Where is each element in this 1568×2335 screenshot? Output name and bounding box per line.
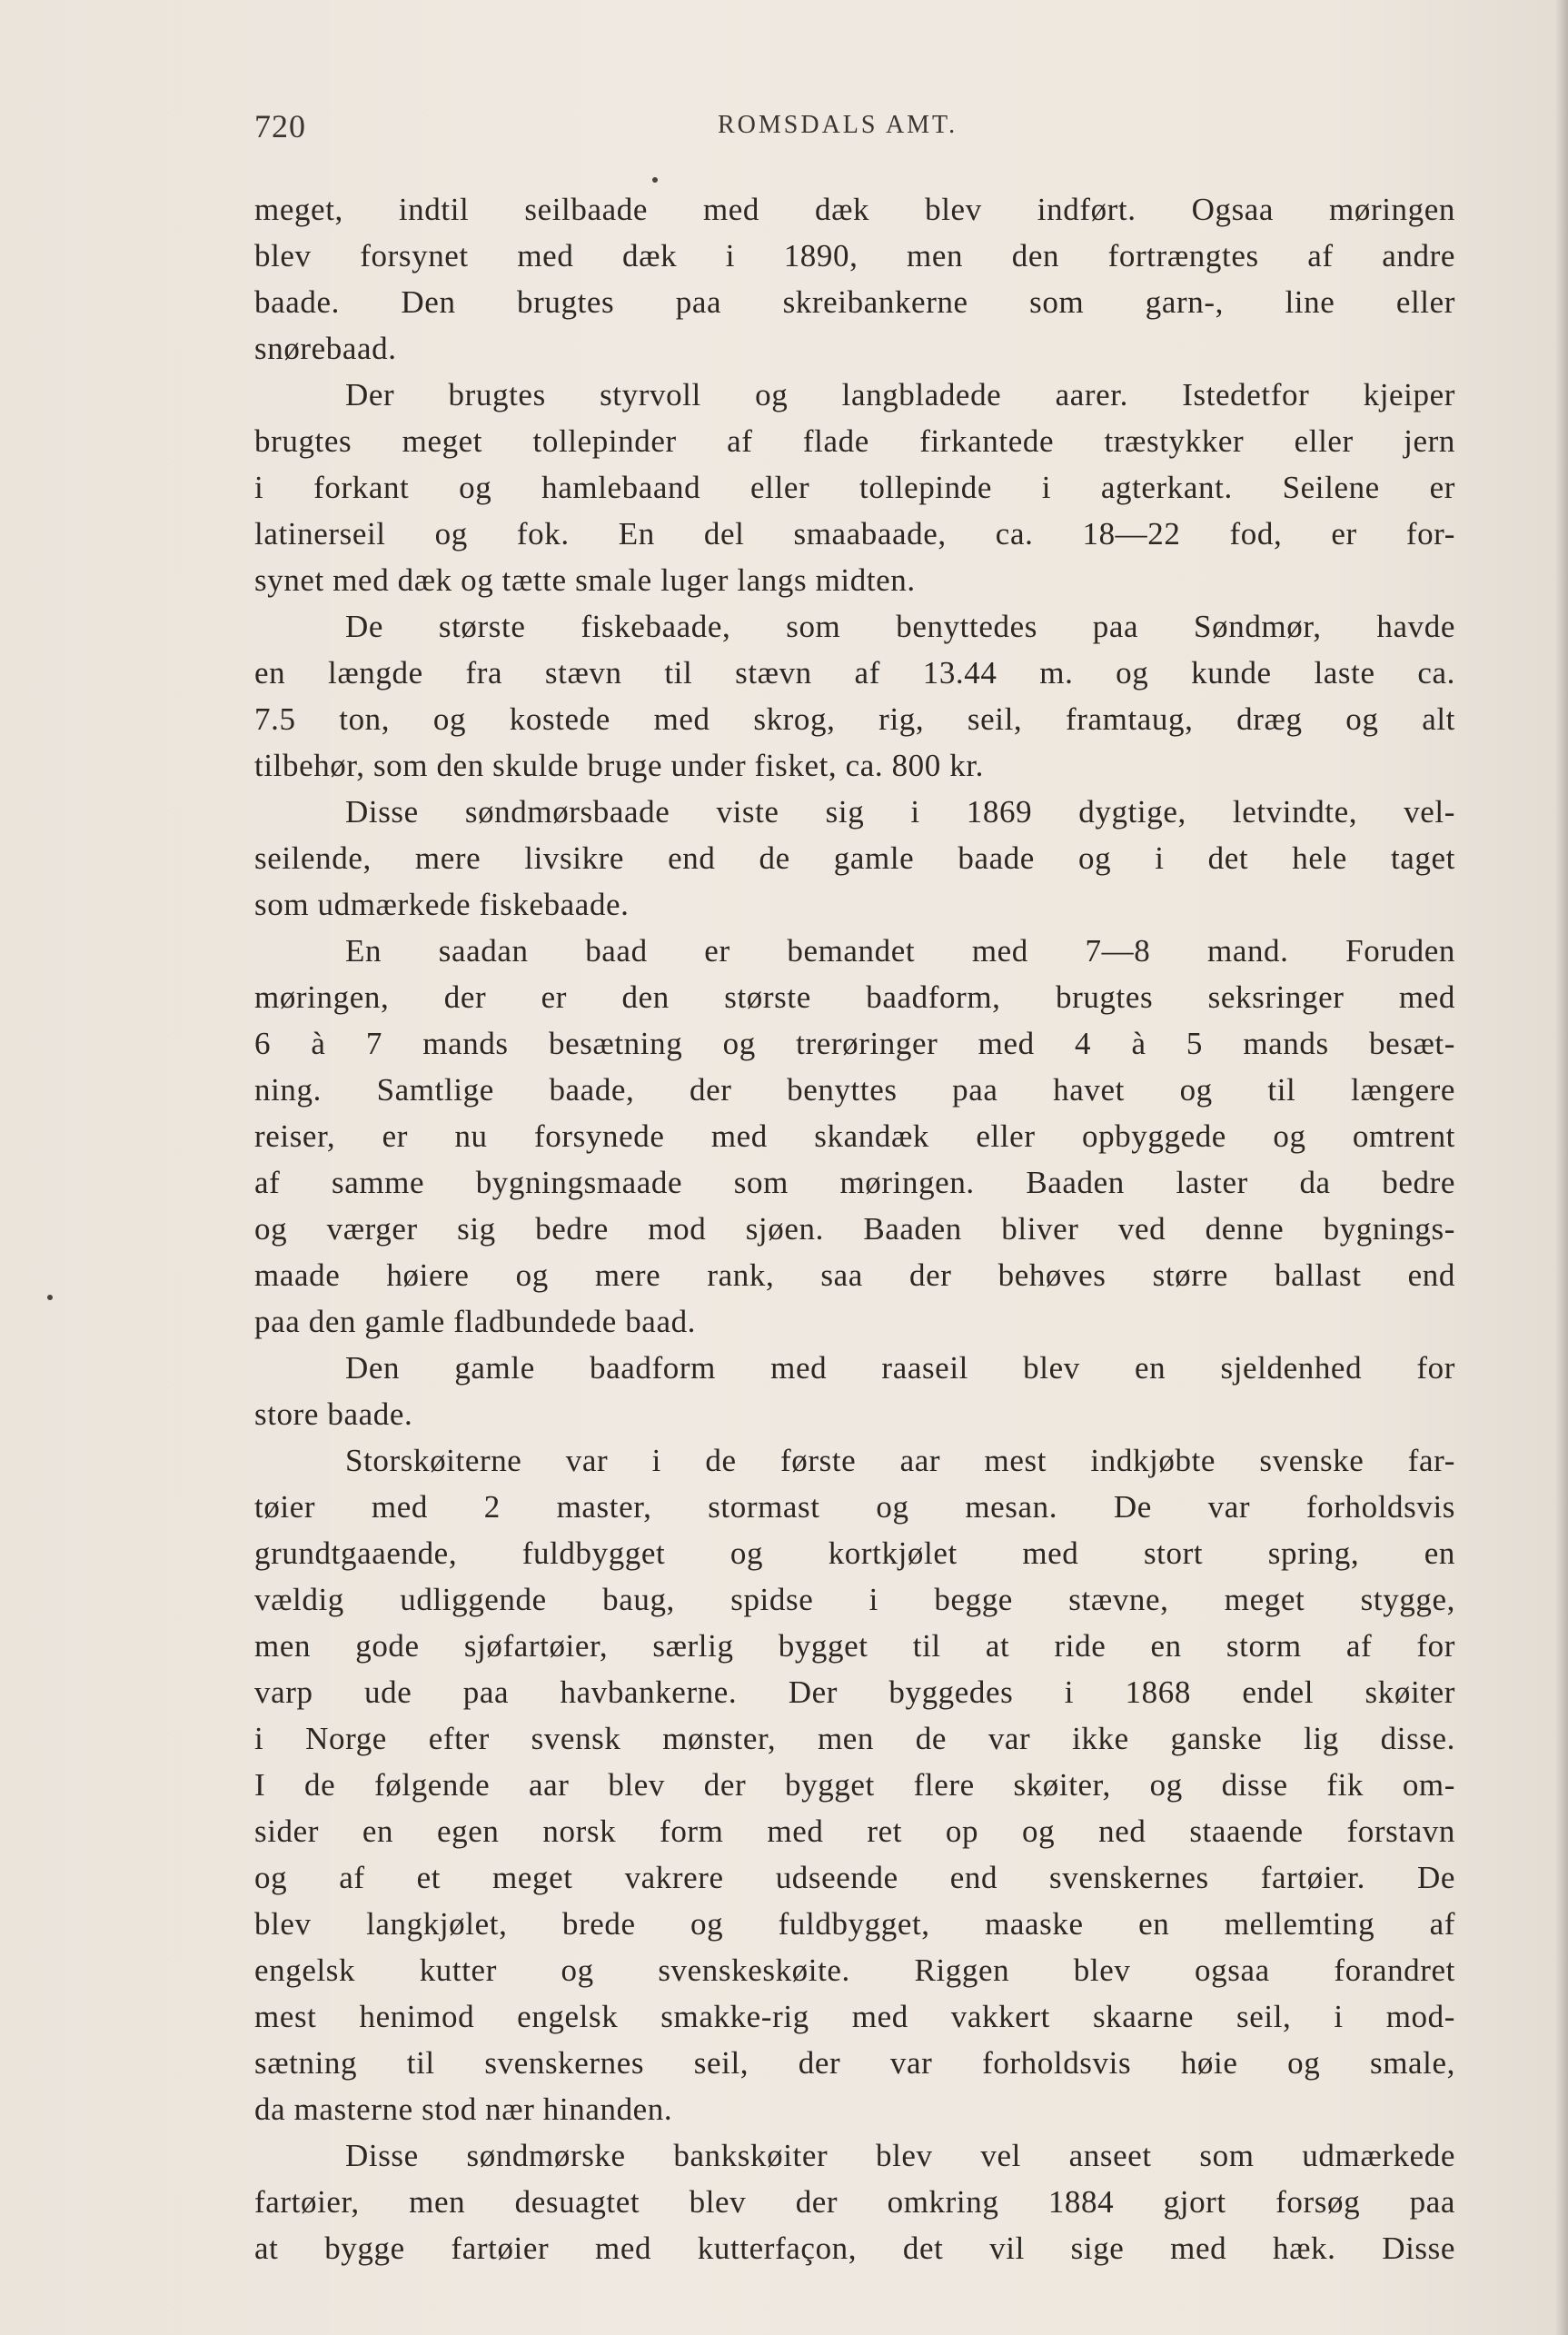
text-line: i Norge efter svensk mønster, men de var ikke ganske lig disse. <box>254 1721 1455 1756</box>
page-number: 720 <box>254 108 306 144</box>
text-line: da masterne stod nær hinanden. <box>254 2092 673 2127</box>
print-speck <box>47 1295 53 1300</box>
text-line: En saadan baad er bemandet med 7—8 mand. Foruden <box>345 933 1455 969</box>
text-line: maade høiere og mere rank, saa der behøves større ballast end <box>254 1257 1455 1293</box>
text-line: i forkant og hamlebaand eller tollepinde i agterkant. Seilene er <box>254 470 1455 505</box>
text-line: men gode sjøfartøier, særlig bygget til at ride en storm af for <box>254 1628 1455 1664</box>
text-line: tilbehør, som den skulde bruge under fisket, ca. 800 kr. <box>254 748 985 783</box>
text-line: mest henimod engelsk smakke-rig med vakkert skaarne seil, i mod- <box>254 1999 1455 2034</box>
text-line: 6 à 7 mands besætning og trerøringer med 4 à 5 mands besæt- <box>254 1026 1455 1061</box>
page-edge-shadow <box>1555 0 1568 2335</box>
text-line: seilende, mere livsikre end de gamle baade og i det hele taget <box>254 840 1455 876</box>
text-line: og værger sig bedre mod sjøen. Baaden bliver ved denne bygnings- <box>254 1211 1455 1247</box>
running-title: ROMSDALS AMT. <box>718 111 958 139</box>
text-line: De største fiskebaade, som benyttedes paa Søndmør, havde <box>345 609 1455 644</box>
body-text <box>254 186 1455 2271</box>
text-line: som udmærkede fiskebaade. <box>254 887 630 922</box>
text-line: paa den gamle fladbundede baad. <box>254 1304 697 1339</box>
text-line: tøier med 2 master, stormast og mesan. De var forholdsvis <box>254 1489 1455 1525</box>
text-line: grundtgaaende, fuldbygget og kortkjølet med stort spring, en <box>254 1535 1455 1571</box>
text-line: baade. Den brugtes paa skreibankerne som garn-, line eller <box>254 284 1455 320</box>
text-line: blev langkjølet, brede og fuldbygget, maaske en mellemting af <box>254 1906 1455 1942</box>
text-line: store baade. <box>254 1396 413 1432</box>
text-line: reiser, er nu forsynede med skandæk eller opbyggede og omtrent <box>254 1118 1455 1154</box>
text-line: 7.5 ton, og kostede med skrog, rig, seil, framtaug, dræg og alt <box>254 701 1455 737</box>
text-line: varp ude paa havbankerne. Der byggedes i 1868 endel skøiter <box>254 1674 1455 1710</box>
text-line: I de følgende aar blev der bygget flere skøiter, og disse fik om- <box>254 1767 1455 1803</box>
text-line: blev forsynet med dæk i 1890, men den fortrængtes af andre <box>254 238 1455 273</box>
text-line: meget, indtil seilbaade med dæk blev indført. Ogsaa møringen <box>254 192 1455 227</box>
text-line: synet med dæk og tætte smale luger langs midten. <box>254 562 916 598</box>
text-line: Storskøiterne var i de første aar mest indkjøbte svenske far- <box>345 1443 1455 1478</box>
text-line: engelsk kutter og svenskeskøite. Riggen blev ogsaa forandret <box>254 1952 1455 1988</box>
text-line: snørebaad. <box>254 331 397 366</box>
text-line: og af et meget vakrere udseende end svenskernes fartøier. De <box>254 1860 1455 1895</box>
text-line: Disse søndmørsbaade viste sig i 1869 dygtige, letvindte, vel- <box>345 794 1455 830</box>
text-line: Den gamle baadform med raaseil blev en sjeldenhed for <box>345 1350 1455 1386</box>
text-line: sider en egen norsk form med ret op og ned staaende forstavn <box>254 1813 1455 1849</box>
text-line: af samme bygningsmaade som møringen. Baaden laster da bedre <box>254 1165 1455 1200</box>
text-line: latinerseil og fok. En del smaabaade, ca. 18—22 fod, er for- <box>254 516 1455 551</box>
page-header <box>254 107 1435 153</box>
text-line: Der brugtes styrvoll og langbladede aarer. Istedetfor kjeiper <box>345 377 1455 412</box>
text-line: sætning til svenskernes seil, der var forholdsvis høie og smale, <box>254 2045 1455 2081</box>
text-line: fartøier, men desuagtet blev der omkring 1884 gjort forsøg paa <box>254 2184 1455 2220</box>
text-line: vældig udliggende baug, spidse i begge stævne, meget stygge, <box>254 1582 1455 1617</box>
text-line: møringen, der er den største baadform, brugtes seksringer med <box>254 979 1455 1015</box>
text-line: ning. Samtlige baade, der benyttes paa havet og til længere <box>254 1072 1455 1108</box>
text-line: at bygge fartøier med kutterfaçon, det vil sige med hæk. Disse <box>254 2231 1455 2266</box>
text-line: brugtes meget tollepinder af flade firkantede træstykker eller jern <box>254 423 1455 459</box>
text-line: Disse søndmørske bankskøiter blev vel anseet som udmærkede <box>345 2138 1455 2173</box>
text-line: en længde fra stævn til stævn af 13.44 m. og kunde laste ca. <box>254 655 1455 691</box>
print-speck <box>652 177 658 183</box>
